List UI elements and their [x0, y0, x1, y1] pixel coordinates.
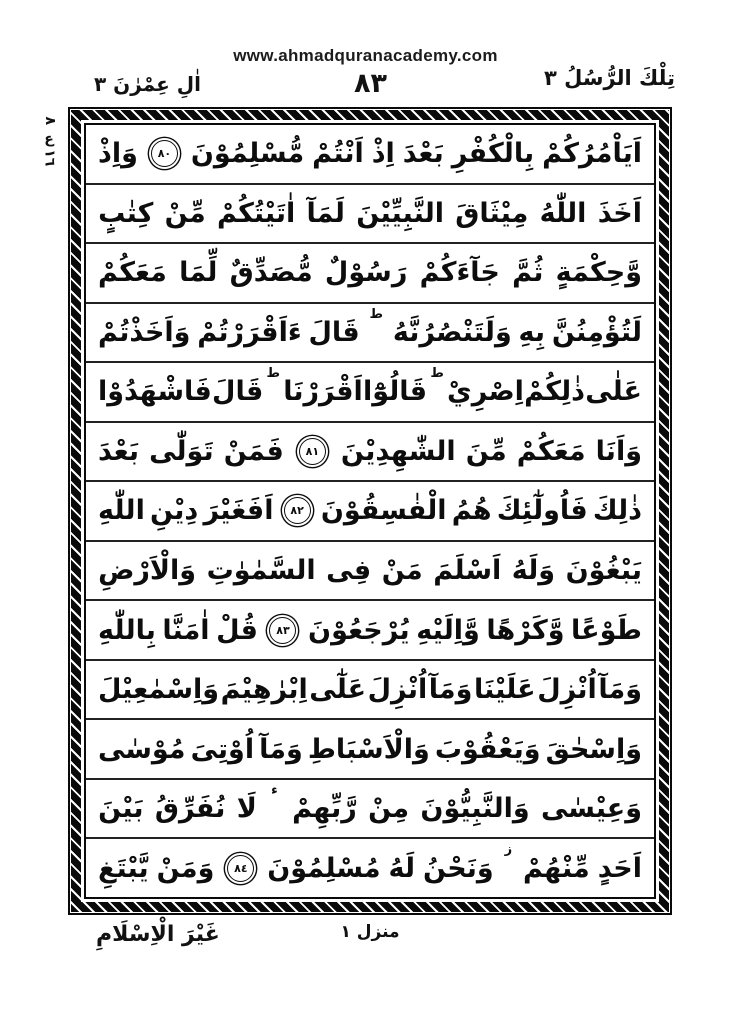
quran-word: اُنْزِلَ	[367, 674, 428, 706]
quran-word: وَالْاَسْبَاطِ	[307, 733, 430, 765]
quran-word: هُمُ	[451, 495, 492, 527]
quran-word: وَّاِلَيْهِ	[416, 614, 480, 646]
quran-word: جَآءَكُمْ	[419, 257, 500, 289]
ruku-margin-marker	[36, 112, 62, 167]
quran-word: تَوَلّٰى	[149, 435, 214, 467]
quran-word: فَمَنْ	[223, 435, 284, 467]
ayah-end-marker: ٨٣	[269, 617, 296, 644]
quran-line-11	[86, 718, 654, 778]
quran-word: بَعْدَ	[402, 138, 444, 170]
quran-word: وَمَآ	[598, 674, 642, 706]
ruku-ain-symbol: ع	[44, 130, 54, 147]
quran-word: عَلَيْنَا	[473, 674, 536, 706]
quran-word: رَّبِّهِمْ	[292, 793, 357, 825]
quran-word: اللّٰهُ	[539, 197, 587, 229]
quran-line-10	[86, 659, 654, 719]
ruku-number-in-juz: ١٦	[41, 149, 58, 167]
quran-word: فَاشْهَدُوْا	[98, 376, 212, 408]
quran-line-13	[86, 837, 654, 897]
ayah-end-marker: ٨٢	[284, 497, 311, 524]
quran-word: وَمَآ	[428, 674, 473, 706]
quran-word: مِّنْهُمْ	[523, 852, 590, 884]
quran-word: مِّنْ	[164, 197, 206, 229]
quran-word: فَاُولٰٓئِكَ	[496, 495, 588, 527]
quran-word: رَسُوْلٌ	[324, 257, 408, 289]
quran-word: بَيْنَ	[98, 793, 144, 825]
quran-word: وَمَآ	[259, 733, 303, 765]
quran-line-6	[86, 421, 654, 481]
quran-word: لَهُ	[388, 852, 416, 884]
page-header	[66, 66, 675, 104]
quran-word: اُنْزِلَ	[537, 674, 597, 706]
quran-word: طَوْعًا	[571, 614, 642, 646]
quran-word: اَقْرَرْنَا	[283, 376, 363, 408]
quran-word: بِالْكُفْرِ	[451, 138, 535, 170]
quran-word: اُوْتِىَ	[190, 733, 255, 765]
quran-word: اَنْتُمْ	[312, 138, 364, 170]
website-url: www.ahmadquranacademy.com	[233, 46, 498, 65]
quran-word: اِبْرٰهِيْمَ	[220, 674, 308, 706]
quran-word: مُوْسٰى	[98, 733, 186, 765]
quran-line-7	[86, 480, 654, 540]
page-number: ٨٣	[354, 68, 387, 99]
quran-word: بِاللّٰهِ	[98, 614, 156, 646]
quran-word: مِيْثَاقَ	[455, 197, 529, 229]
quran-word: ذٰلِكُمْ	[524, 376, 585, 408]
waqf-sign: ز	[504, 842, 513, 858]
juz-title-label: تِلْكَ الرُّسُلُ ٣	[543, 66, 675, 90]
quran-word: وَمَنْ	[156, 852, 215, 884]
quran-word: عَلٰٓى	[309, 674, 367, 706]
quran-word: وَاَخَذْتُمْ	[98, 316, 191, 348]
quran-word: اَيَاْمُرُكُمْ	[542, 138, 642, 170]
quran-line-4	[86, 302, 654, 362]
quran-line-5	[86, 361, 654, 421]
ayah-end-marker: ٨١	[299, 438, 326, 465]
next-page-catchword: غَيْرَ الْاِسْلَامِ	[96, 922, 220, 947]
quran-word: وَاِسْحٰقَ	[545, 733, 642, 765]
quran-word: اَحَدٍ	[597, 852, 642, 884]
quran-word: لِّمَا	[179, 257, 218, 289]
quran-line-8	[86, 540, 654, 600]
waqf-sign: ء	[271, 782, 278, 798]
quran-word: ثُمَّ	[512, 257, 544, 289]
quran-line-9	[86, 599, 654, 659]
quran-word: ذٰلِكَ	[592, 495, 642, 527]
quran-word: مِنْ	[368, 793, 410, 825]
quran-word: النَّبِيِّيْنَ	[356, 197, 444, 229]
quran-word: دِيْنِ	[150, 495, 199, 527]
quran-word: الشّٰهِدِيْنَ	[340, 435, 456, 467]
quran-word: بَعْدَ	[98, 435, 140, 467]
quran-line-2	[86, 183, 654, 243]
quran-word: مُسْلِمُوْنَ	[267, 852, 381, 884]
quran-word: اِصْرِيْ	[447, 376, 524, 408]
ornamental-border-band	[71, 110, 669, 912]
surah-name-label: اٰلِ عِمْرٰنَ ٣	[94, 72, 201, 96]
quran-word: اللّٰهِ	[98, 495, 145, 527]
quran-word: وَلَتَنْصُرُنَّهُ	[392, 316, 512, 348]
quran-word: اٰتَيْتُكُمْ	[216, 197, 296, 229]
quran-word: لَتُؤْمِنُنَّ	[551, 316, 642, 348]
quran-word: قَالُوْٓا	[362, 376, 428, 408]
quran-word: الْفٰسِقُوْنَ	[320, 495, 447, 527]
ornamental-page-frame	[68, 107, 672, 915]
quran-word: يُرْجَعُوْنَ	[308, 614, 410, 646]
quran-word: مَعَكُمْ	[516, 435, 586, 467]
quran-word: مَعَكُمْ	[98, 257, 167, 289]
quran-word: ءَاَقْرَرْتُمْ	[197, 316, 302, 348]
quran-word: لَا	[236, 793, 257, 825]
quran-word: قُلْ	[216, 614, 258, 646]
waqf-sign: ط	[430, 366, 444, 382]
quran-word: اَخَذَ	[597, 197, 642, 229]
quran-word: مُّسْلِمُوْنَ	[190, 138, 305, 170]
quran-word: وَّكَرْهًا	[486, 614, 565, 646]
quran-line-12	[86, 778, 654, 838]
quran-word: وَّحِكْمَةٍ	[555, 257, 642, 289]
quran-word: السَّمٰوٰتِ	[206, 554, 316, 586]
quran-word: وَاِذْ	[98, 138, 138, 170]
waqf-sign: ط	[266, 366, 280, 382]
waqf-sign: ط	[369, 306, 384, 322]
quran-word: وَيَعْقُوْبَ	[434, 733, 541, 765]
manzil-label: منزل ١	[340, 922, 400, 942]
quran-word: يَبْغُوْنَ	[565, 554, 642, 586]
quran-word: قَالَ	[308, 316, 360, 348]
quran-word: وَاِسْمٰعِيْلَ	[98, 674, 220, 706]
quran-word: فِى	[326, 554, 372, 586]
quran-word: يَّبْتَغِ	[98, 852, 149, 884]
quran-word: اَفَغَيْرَ	[203, 495, 274, 527]
quran-word: وَاَنَا	[595, 435, 642, 467]
quran-word: مَنْ	[381, 554, 423, 586]
quran-word: بِهِ	[518, 316, 546, 348]
quran-word: وَالْاَرْضِ	[98, 554, 197, 586]
quran-line-1	[86, 125, 654, 183]
ayah-end-marker: ٨٤	[227, 855, 254, 882]
quran-word: لَمَآ	[306, 197, 345, 229]
ayah-end-marker: ٨٠	[151, 140, 178, 167]
quran-line-3	[86, 242, 654, 302]
quran-word: مِّنَ	[465, 435, 507, 467]
quran-word: وَالنَّبِيُّوْنَ	[420, 793, 530, 825]
quran-word: عَلٰى	[585, 376, 642, 408]
quran-word: اَسْلَمَ	[433, 554, 502, 586]
quran-word: مُّصَدِّقٌ	[229, 257, 313, 289]
quran-word: وَنَحْنُ	[422, 852, 494, 884]
quran-word: نُفَرِّقُ	[154, 793, 226, 825]
quran-word: اِذْ	[371, 138, 395, 170]
quran-word: قَالَ	[212, 376, 264, 408]
ruku-number-in-surah: ٨	[41, 116, 58, 126]
quran-word: وَلَهُ	[511, 554, 556, 586]
quran-word: اٰمَنَّا	[162, 614, 210, 646]
quran-word: وَعِيْسٰى	[540, 793, 642, 825]
quran-word: كِتٰبٍ	[98, 197, 154, 229]
text-lines	[84, 123, 656, 899]
